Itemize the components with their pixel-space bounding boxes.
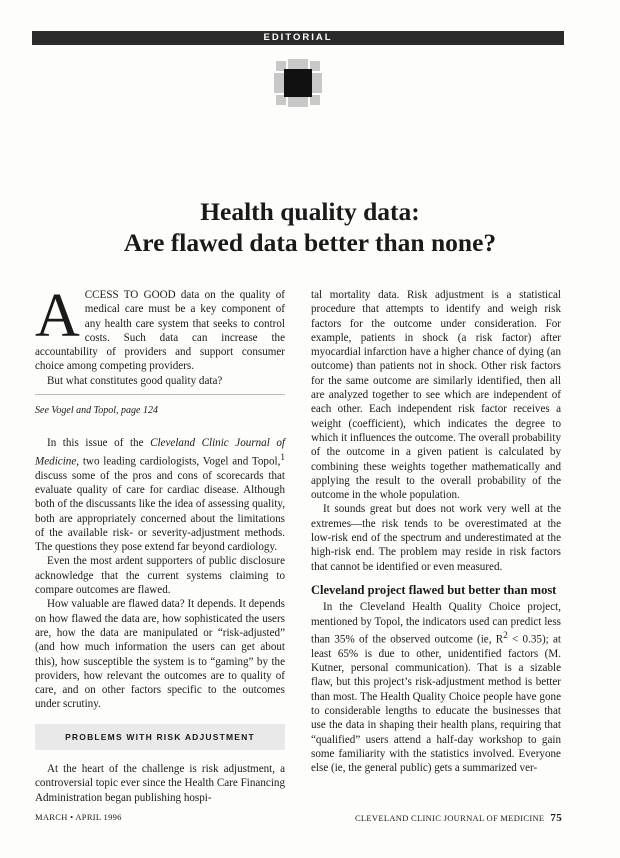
drop-cap: A [35, 282, 80, 350]
title-line-1: Health quality data: [200, 197, 420, 226]
lead-paragraph [35, 282, 285, 374]
paragraph-how-valuable: How valuable are flawed data? It depends. It depends on how flawed the data are, how sophisticated the users are, how the data are manipulated or “risk-adjusted” (and how much information the users can get about this), how susceptible the system is to “gaming” by the providers, how relevant the outcomes are to quality of care, and on other factors specific to the outcomes under scrutiny. [35, 598, 285, 711]
section-header [32, 31, 564, 45]
paragraph-supporters: Even the most ardent supporters of public disclosure acknowledge that the current systems claiming to compare outcomes are flawed. [35, 555, 285, 597]
lead-smallcaps: CCESS TO GOOD [84, 289, 176, 301]
title-line-2: Are flawed data better than none? [123, 228, 497, 257]
citation-1: 1 [280, 452, 285, 463]
section-subheading: PROBLEMS WITH RISK ADJUSTMENT [35, 724, 285, 750]
article-title [0, 196, 620, 258]
footer-journal-name: CLEVELAND CLINIC JOURNAL OF MEDICINE [354, 813, 545, 823]
right-column [311, 288, 561, 775]
footer-issue-date: MARCH • APRIL 1996 [35, 812, 122, 822]
paragraph-this-issue: In this issue of the Cleveland Clinic Journal of Medicine, two leading cardiologists, Vogel and Topol,$^1$ discuss some of the pros and cons of scorecards that evaluate quality of care for cardiac disease. Although both of the discussants like the idea of assessing quality, both are appropriately concerned about the limitations of the available risk- or severity-adjustment methods. The questions they pose extend far beyond cardiology. [35, 437, 285, 554]
section-label: EDITORIAL [263, 32, 333, 43]
journal-name: Cleveland Clinic Journal of Medicine [35, 437, 285, 468]
paragraph-question: But what constitutes good quality data? [47, 374, 223, 387]
paragraph-cleveland-project: In the Cleveland Health Quality Choice project, mentioned by Topol, the indicators used can predict less than 35% of the observed outcome (ie, $R^2 < 0.35$); at least 65% is due to other, unidentified factors (M. Kutner, personal communication). That is a sizable flaw, but this project’s risk-adjustment method is better than most. The Health Quality Choice people have gone to considerable lengths to educate the businesses that use the data in shaping their health plans, requiring that “qualified” users attend a half-day workshop to gain some familiarity with the statistics involved. Everyone else (ie, the general public) gets a summarized ver- [311, 601, 562, 775]
cleveland-subheading: Cleveland project flawed but better than most [311, 582, 557, 597]
page-number: 75 [550, 812, 562, 824]
left-column [35, 282, 285, 805]
superscript-2: 2 [503, 630, 508, 641]
emblem-logo [274, 59, 322, 107]
paragraph-sounds-great: It sounds great but does not work very well at the extremes—the risk tends to be overestimated at the low-risk end of the spectrum and underestimated at the high-risk end. The problem may reside in risk factors that cannot be identified or even measured. [311, 503, 561, 573]
footer-journal [355, 812, 562, 824]
paragraph-heart-of-challenge: At the heart of the challenge is risk adjustment, a controversial topic ever since the Health Care Financing Administration began publishing hospi- [35, 763, 285, 804]
paragraph-risk-adjustment: tal mortality data. Risk adjustment is a statistical procedure that attempts to identify and weigh risk factors for the outcome under consideration. For example, patients in shock (a risk factor) after myocardial infarction have a higher chance of dying (an outcome) than patients not in shock. Other risk factors for the same outcome are similarly identified, then all are analyzed together to see which are independent of each other. Each independent risk factor receives a weight (coefficient), which indicates the degree to which it influences the outcome. The overall probability of the outcome in a given patient is calculated by combining these weights together mathematically and applying the result to the overall probability of the outcome in the whole population. [311, 289, 561, 502]
see-also-reference: See Vogel and Topol, page 124 [35, 394, 285, 418]
lead-text: data on the quality of medical care must be a key component of any health care system that seeks to control costs. Such data can increase the accountability of providers and support consumer choice among competing providers. [35, 289, 285, 373]
